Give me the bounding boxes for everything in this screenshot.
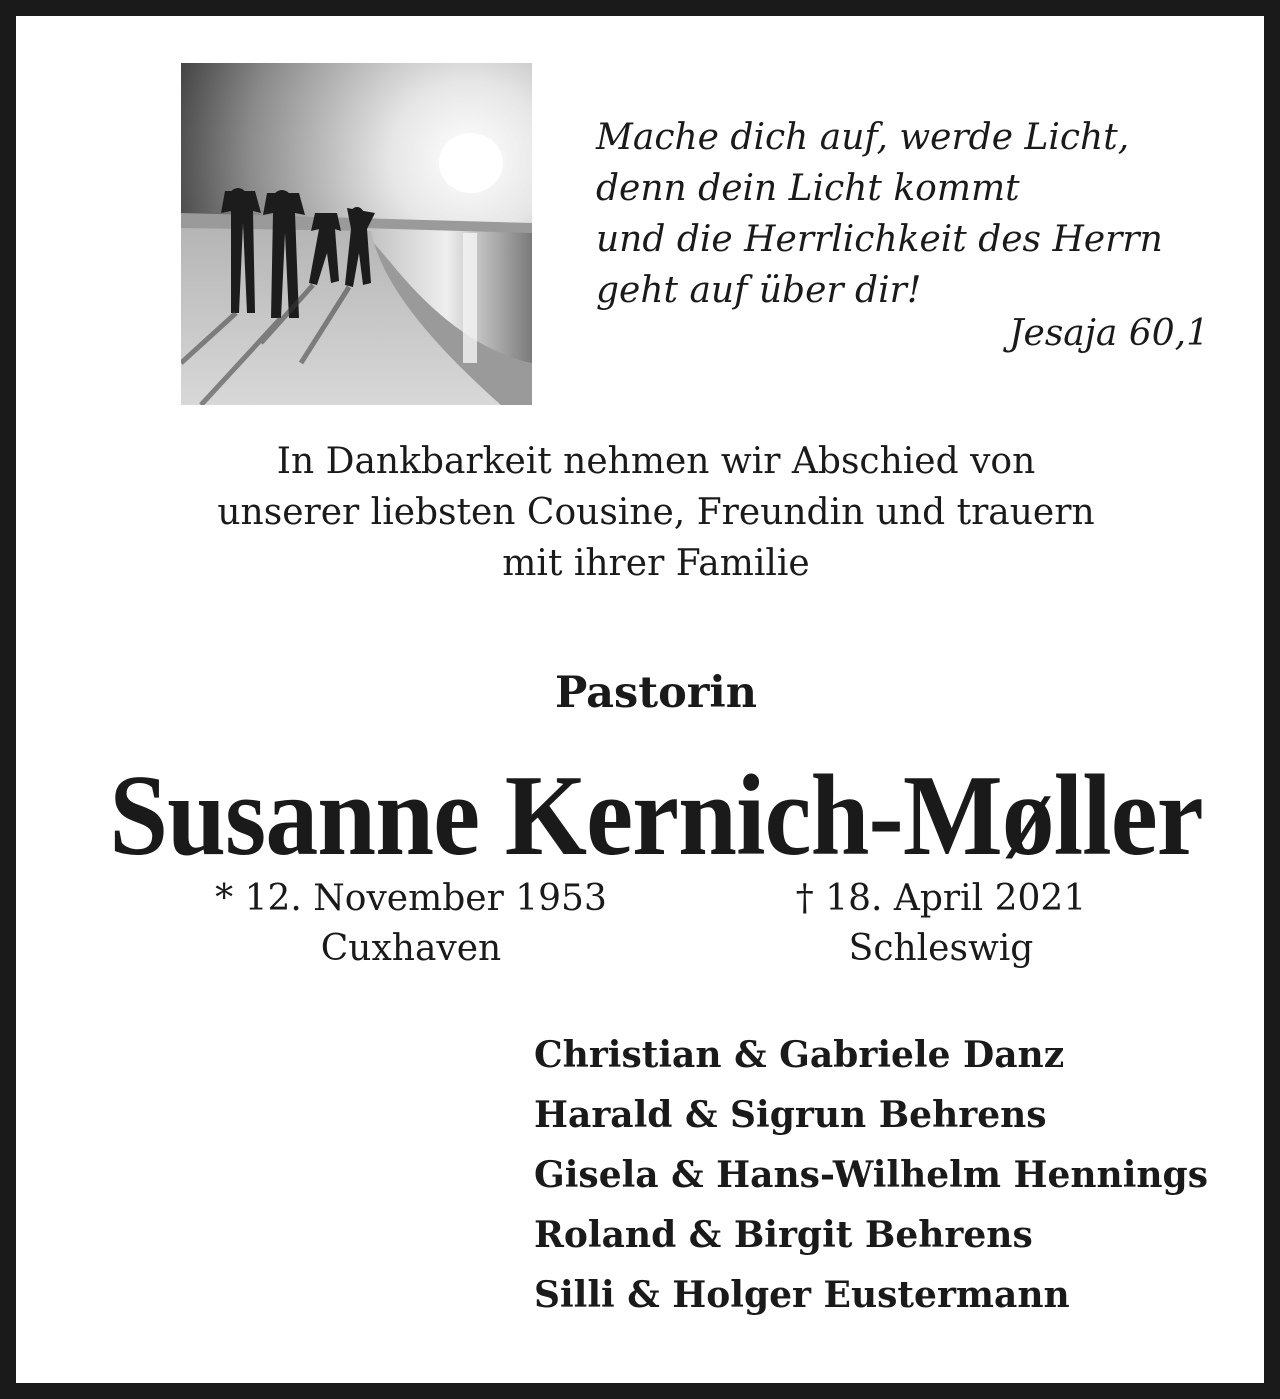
photo-illustration	[181, 63, 532, 405]
intro-line: unserer liebsten Cousine, Freundin und trauern	[217, 492, 1095, 533]
intro-text	[156, 436, 1156, 589]
birth-date: * 12. November 1953	[215, 878, 607, 919]
deceased-name: Susanne Kernich-Møller	[109, 752, 1203, 879]
intro-line: In Dankbarkeit nehmen wir Abschied von	[276, 441, 1036, 482]
death-info	[716, 874, 1166, 974]
mourner-name: Roland & Birgit Behrens	[534, 1214, 1033, 1256]
verse-reference: Jesaja 60,1	[1009, 313, 1209, 354]
mourners-list	[534, 1026, 1234, 1326]
mourner-name: Silli & Holger Eustermann	[534, 1274, 1070, 1316]
mourner-name: Gisela & Hans-Wilhelm Hennings	[534, 1154, 1208, 1196]
mourner-name: Harald & Sigrun Behrens	[534, 1094, 1047, 1136]
birth-info	[186, 874, 636, 974]
verse-line: Mache dich auf, werde Licht,	[596, 117, 1130, 158]
verse-line: geht auf über dir!	[596, 270, 922, 311]
verse-line: und die Herrlichkeit des Herrn	[596, 219, 1163, 260]
bible-verse	[596, 112, 1216, 316]
death-date: † 18. April 2021	[795, 878, 1087, 919]
birth-place: Cuxhaven	[320, 928, 502, 969]
deceased-title: Pastorin	[554, 668, 758, 718]
death-place: Schleswig	[848, 928, 1034, 969]
verse-line: denn dein Licht kommt	[596, 168, 1020, 209]
beach-sunset-photo	[181, 63, 532, 405]
intro-line: mit ihrer Familie	[502, 543, 810, 584]
mourner-name: Christian & Gabriele Danz	[534, 1034, 1065, 1076]
